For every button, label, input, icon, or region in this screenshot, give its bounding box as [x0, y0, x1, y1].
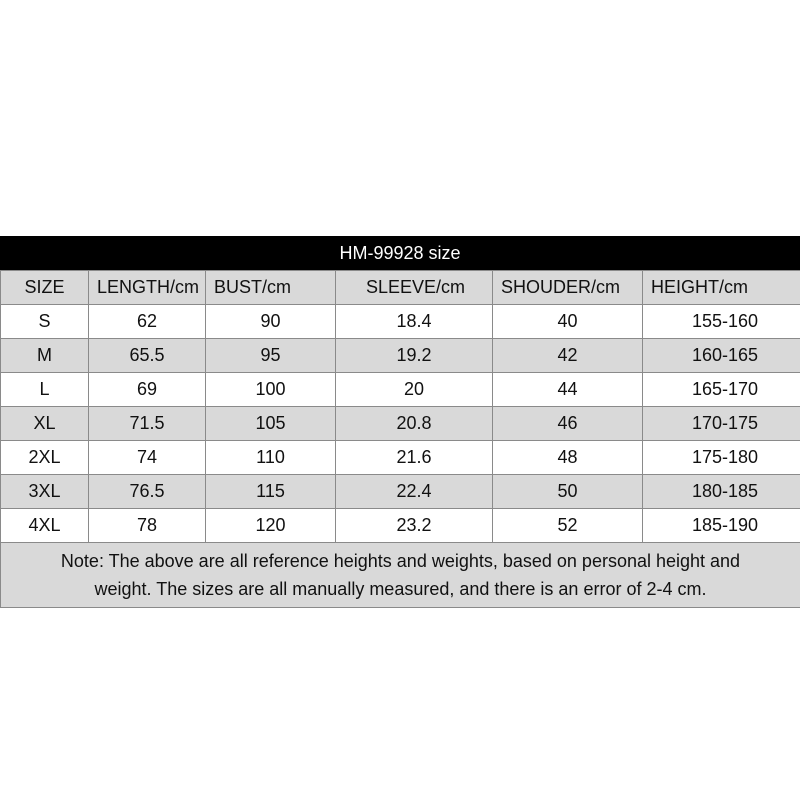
cell-shoulder: 46: [493, 407, 643, 441]
size-table: [0, 270, 800, 608]
cell-height: 160-165: [643, 339, 800, 373]
cell-size: S: [1, 305, 89, 339]
table-row: [1, 407, 800, 441]
cell-sleeve: 21.6: [336, 441, 493, 475]
cell-bust: 90: [206, 305, 336, 339]
cell-bust: 95: [206, 339, 336, 373]
cell-shoulder: 50: [493, 475, 643, 509]
cell-bust: 100: [206, 373, 336, 407]
size-chart: [0, 236, 800, 608]
table-row: [1, 509, 800, 543]
measurement-note: Note: The above are all reference heights and weights, based on personal height and weight. The sizes are all manually measured, and there is an error of 2-4 cm.: [1, 543, 800, 608]
table-row: [1, 339, 800, 373]
cell-height: 165-170: [643, 373, 800, 407]
size-chart-title: HM-99928 size: [0, 236, 800, 270]
cell-height: 180-185: [643, 475, 800, 509]
cell-sleeve: 23.2: [336, 509, 493, 543]
header-size: SIZE: [1, 271, 89, 305]
cell-length: 74: [89, 441, 206, 475]
cell-sleeve: 22.4: [336, 475, 493, 509]
cell-bust: 120: [206, 509, 336, 543]
cell-sleeve: 20.8: [336, 407, 493, 441]
cell-size: 4XL: [1, 509, 89, 543]
cell-length: 62: [89, 305, 206, 339]
cell-shoulder: 52: [493, 509, 643, 543]
table-row: [1, 305, 800, 339]
cell-bust: 110: [206, 441, 336, 475]
table-row: [1, 441, 800, 475]
cell-length: 65.5: [89, 339, 206, 373]
cell-size: M: [1, 339, 89, 373]
cell-size: XL: [1, 407, 89, 441]
cell-height: 155-160: [643, 305, 800, 339]
cell-length: 69: [89, 373, 206, 407]
header-length: LENGTH/cm: [89, 271, 206, 305]
table-row: [1, 475, 800, 509]
cell-length: 78: [89, 509, 206, 543]
cell-height: 185-190: [643, 509, 800, 543]
cell-size: 3XL: [1, 475, 89, 509]
cell-size: L: [1, 373, 89, 407]
cell-bust: 105: [206, 407, 336, 441]
cell-length: 71.5: [89, 407, 206, 441]
header-bust: BUST/cm: [206, 271, 336, 305]
header-shoulder: SHOUDER/cm: [493, 271, 643, 305]
cell-bust: 115: [206, 475, 336, 509]
cell-sleeve: 18.4: [336, 305, 493, 339]
table-row: [1, 373, 800, 407]
header-sleeve: SLEEVE/cm: [336, 271, 493, 305]
cell-shoulder: 48: [493, 441, 643, 475]
header-height: HEIGHT/cm: [643, 271, 800, 305]
cell-sleeve: 19.2: [336, 339, 493, 373]
cell-shoulder: 40: [493, 305, 643, 339]
cell-height: 175-180: [643, 441, 800, 475]
note-row: [1, 543, 800, 608]
cell-size: 2XL: [1, 441, 89, 475]
header-row: [1, 271, 800, 305]
cell-shoulder: 42: [493, 339, 643, 373]
cell-height: 170-175: [643, 407, 800, 441]
cell-shoulder: 44: [493, 373, 643, 407]
cell-sleeve: 20: [336, 373, 493, 407]
cell-length: 76.5: [89, 475, 206, 509]
